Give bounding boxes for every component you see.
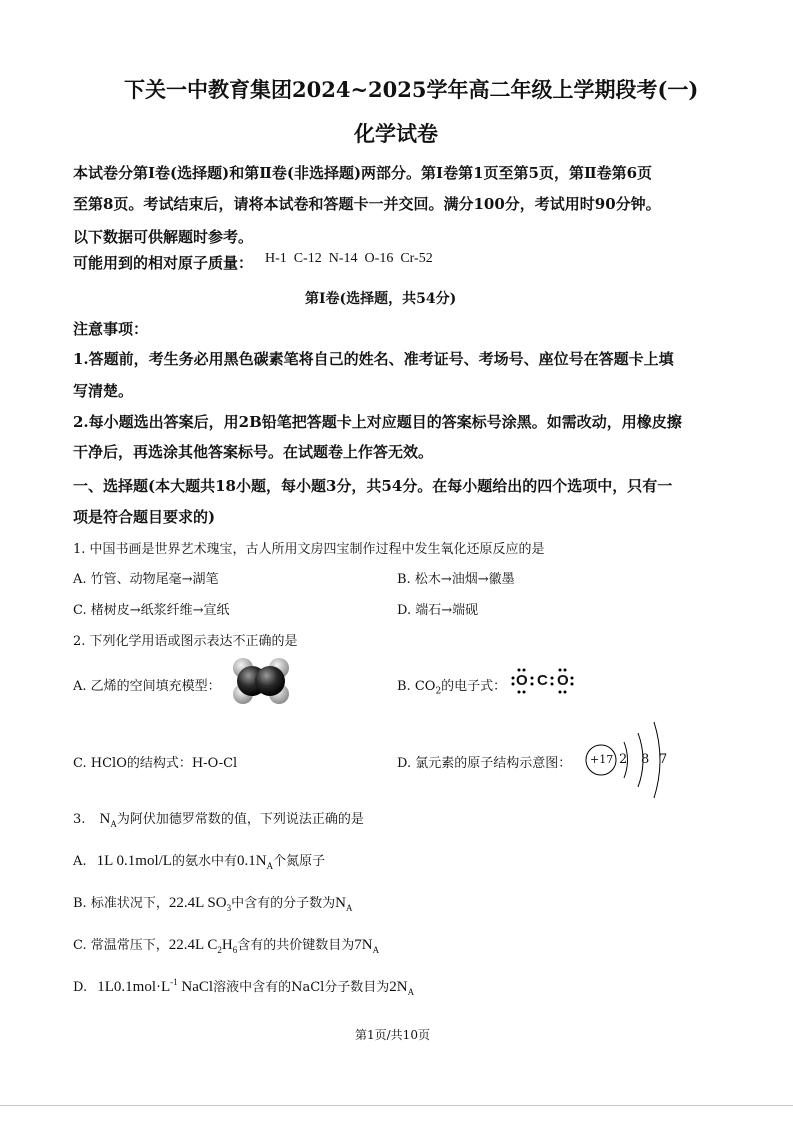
q3-option-d — [73, 976, 414, 997]
q1-option-c: C. 楮树皮→纸浆纤维→宣纸 — [73, 603, 230, 618]
q3-na-symbol — [100, 811, 117, 827]
q2-option-b — [397, 675, 506, 697]
atomic-mass-values: H-1 C-12 N-14 O-16 Cr-52 — [265, 251, 433, 266]
q2-option-b-label: B. CO — [397, 679, 436, 694]
shell-3-electrons: 7 — [659, 752, 668, 767]
q3-a-count-val: 0.1N — [236, 853, 267, 869]
q2-option-a: A. 乙烯的空间填充模型： — [73, 679, 221, 694]
q1-option-b: B. 松木→油烟→徽墨 — [397, 572, 515, 587]
q3-d-solution-val: 1L0.1mol·L — [97, 979, 171, 995]
q3-b-na-n: N — [335, 895, 346, 911]
notice-1-line-2: 写清楚。 — [73, 382, 134, 400]
q1-option-d: D. 端石→端砚 — [397, 603, 479, 618]
intro-line-1: 本试卷分第Ⅰ卷(选择题)和第Ⅱ卷(非选择题)两部分。第Ⅰ卷第1页至第5页，第Ⅱ卷第6页 — [73, 164, 653, 182]
electron-formula-o-left: O — [516, 672, 528, 689]
q3-b-mid: 中含有的分子数为 — [231, 896, 336, 911]
atomic-mass-label: 可能用到的相对原子质量： — [73, 254, 254, 272]
intro-line-3: 以下数据可供解题时参考。 — [73, 228, 254, 246]
exam-subject: 化学试卷 — [354, 121, 438, 146]
q2-option-c: C. HClO的结构式：H-O-Cl — [73, 756, 238, 771]
q3-b-na — [335, 895, 352, 911]
q3-c-h: H — [221, 937, 233, 953]
page-footer: 第1页/共10页 — [355, 1028, 430, 1042]
notice-1-line-1: 1.答题前，考生务必用黑色碳素笔将自己的姓名、准考证号、考场号、座位号在答题卡上填 — [73, 350, 674, 368]
q3-d-nacl: NaCl — [181, 979, 214, 995]
q3-option-c — [73, 934, 379, 955]
q3-c-label: C. 常温常压下， — [73, 938, 169, 953]
electron-formula-c: C — [537, 672, 548, 689]
q3-d-solution — [97, 979, 213, 995]
q3-a-label: A. — [73, 854, 87, 869]
electron-dots-icon — [511, 667, 575, 695]
ethylene-space-filling-model-icon — [232, 658, 290, 704]
intro-line-2: 至第8页。考试结束后，请将本试卷和答题卡一并交回。满分100分，考试用时90分钟。 — [73, 195, 661, 213]
q3-a-count — [237, 853, 273, 869]
q3-c-volume — [169, 937, 237, 953]
q3-a-tail: 个氮原子 — [273, 854, 326, 869]
notice-2-line-1: 2.每小题选出答案后，用2B铅笔把答题卡上对应题目的答案标号涂黑。如需改动，用橡皮擦 — [73, 413, 682, 431]
q2-option-d: D. 氯元素的原子结构示意图： — [397, 756, 572, 771]
q3-d-count-val: 2N — [389, 979, 408, 995]
q3-a-count-sub: A — [266, 861, 274, 871]
q3-d-count-sub: A — [407, 987, 415, 997]
q3-c-mid: 含有的共价键数目为 — [237, 938, 355, 953]
q3-b-label: B. 标准状况下， — [73, 896, 169, 911]
q3-option-b — [73, 892, 352, 913]
q3-b-na-sub: A — [345, 903, 353, 913]
q3-d-mid: 溶液中含有的NaCl分子数目为 — [213, 980, 390, 995]
q3-option-a — [73, 850, 325, 871]
q3-number: 3. — [73, 812, 86, 827]
q3-b-volume-sub: 3 — [226, 903, 232, 913]
q3-c-count-val: 7N — [354, 937, 373, 953]
q3-a-concentration: 1L 0.1mol/L — [96, 853, 172, 869]
section-heading: 第Ⅰ卷(选择题，共54分) — [305, 291, 457, 307]
q1-option-a: A. 竹管、动物尾毫→湖笔 — [73, 572, 219, 587]
electron-formula-o-right: O — [557, 672, 569, 689]
q3-a-mid: 的氨水中有 — [171, 854, 237, 869]
co2-electron-formula — [511, 667, 575, 695]
q3-na-n: N — [99, 811, 111, 827]
notice-title: 注意事项： — [73, 320, 149, 338]
q3-c-volume-val: 22.4L C — [168, 937, 218, 953]
exam-title: 下关一中教育集团2024~2025学年高二年级上学期段考(一) — [124, 77, 699, 102]
q3-stem-text: 为阿伏加德罗常数的值，下列说法正确的是 — [116, 812, 364, 827]
notice-2-line-2: 干净后，再选涂其他答案标号。在试题卷上作答无效。 — [73, 443, 434, 461]
q3-stem — [73, 808, 364, 829]
q2-stem: 2. 下列化学用语或图示表达不正确的是 — [73, 634, 298, 649]
q1-stem: 1. 中国书画是世界艺术瑰宝，古人所用文房四宝制作过程中发生氧化还原反应的是 — [73, 542, 545, 557]
q3-na-sub: A — [110, 819, 117, 829]
q3-d-count — [389, 979, 414, 995]
q3-c-sub-1: 2 — [217, 945, 222, 955]
q2-option-b-tail: 的电子式： — [441, 679, 507, 694]
q3-d-label: D. — [73, 980, 88, 995]
q3-b-volume — [169, 895, 231, 911]
page-bottom-divider — [0, 1105, 793, 1106]
part-one-line-2: 项是符合题目要求的) — [73, 508, 216, 526]
shell-2-electrons: 8 — [641, 752, 650, 767]
q3-d-sup: -1 — [170, 977, 178, 987]
shell-1-electrons: 2 — [619, 752, 628, 767]
part-one-line-1: 一、选择题(本大题共18小题，每小题3分，共54分。在每小题给出的四个选项中，只有一 — [73, 477, 673, 495]
nucleus-charge: +17 — [590, 753, 614, 766]
q2-option-b-sub: 2 — [435, 686, 442, 697]
q3-c-sub-2: 6 — [232, 945, 238, 955]
q3-c-count-sub: A — [372, 945, 380, 955]
q3-b-volume-val: 22.4L SO — [168, 895, 227, 911]
q3-c-count — [354, 937, 379, 953]
